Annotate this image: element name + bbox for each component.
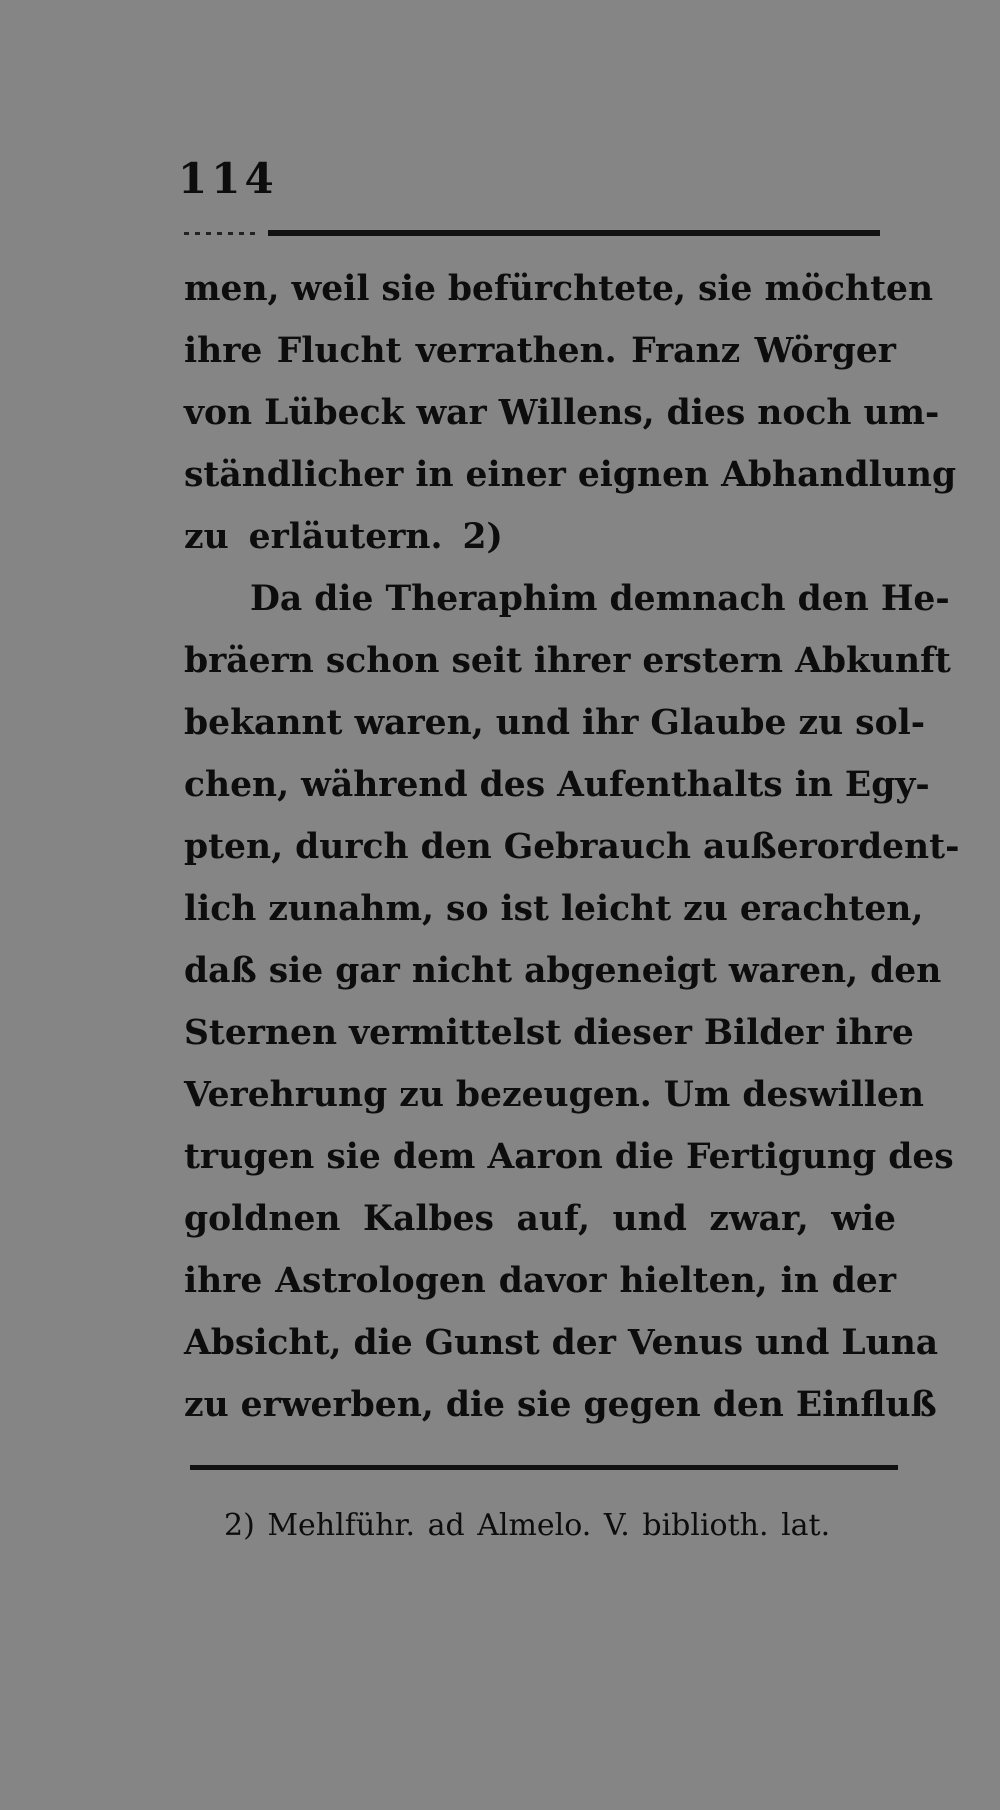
text-line: trugen sie dem Aaron die Fertigung des	[184, 1137, 954, 1177]
text-line: bräern schon seit ihrer erstern Abkunft	[184, 641, 951, 681]
body-text	[184, 258, 960, 1436]
text-line: bekannt waren, und ihr Glaube zu sol-	[184, 703, 926, 743]
text-line: ständlicher in einer eignen Abhandlung	[184, 455, 957, 495]
text-line: goldnen Kalbes auf, und zwar, wie	[184, 1199, 896, 1239]
text-line: pten, durch den Gebrauch außerordent-	[184, 827, 960, 867]
text-line: ihre Flucht verrathen. Franz Wörger	[184, 331, 896, 371]
header-rule	[268, 230, 880, 236]
text-line-paragraph-start: Da die Theraphim demnach den He-	[250, 579, 950, 619]
text-line: Absicht, die Gunst der Venus und Luna	[184, 1323, 939, 1363]
page-number: 114	[178, 154, 278, 203]
text-line: lich zunahm, so ist leicht zu erachten,	[184, 889, 924, 929]
text-line: zu erwerben, die sie gegen den Einfluß	[184, 1385, 937, 1425]
text-line-paragraph-end: zu erläutern. 2)	[184, 517, 503, 557]
text-line: ihre Astrologen davor hielten, in der	[184, 1261, 896, 1301]
footnote: 2) Mehlführ. ad Almelo. V. biblioth. lat.	[224, 1508, 831, 1543]
text-line: von Lübeck war Willens, dies noch um-	[184, 393, 940, 433]
text-line: men, weil sie befürchtete, sie möchten	[184, 269, 934, 309]
footnote-rule	[190, 1465, 898, 1470]
header-rule-stub	[184, 232, 256, 235]
text-line: Sternen vermittelst dieser Bilder ihre	[184, 1013, 914, 1053]
text-line: Verehrung zu bezeugen. Um deswillen	[184, 1075, 924, 1115]
text-line: daß sie gar nicht abgeneigt waren, den	[184, 951, 942, 991]
text-line: chen, während des Aufenthalts in Egy-	[184, 765, 930, 805]
